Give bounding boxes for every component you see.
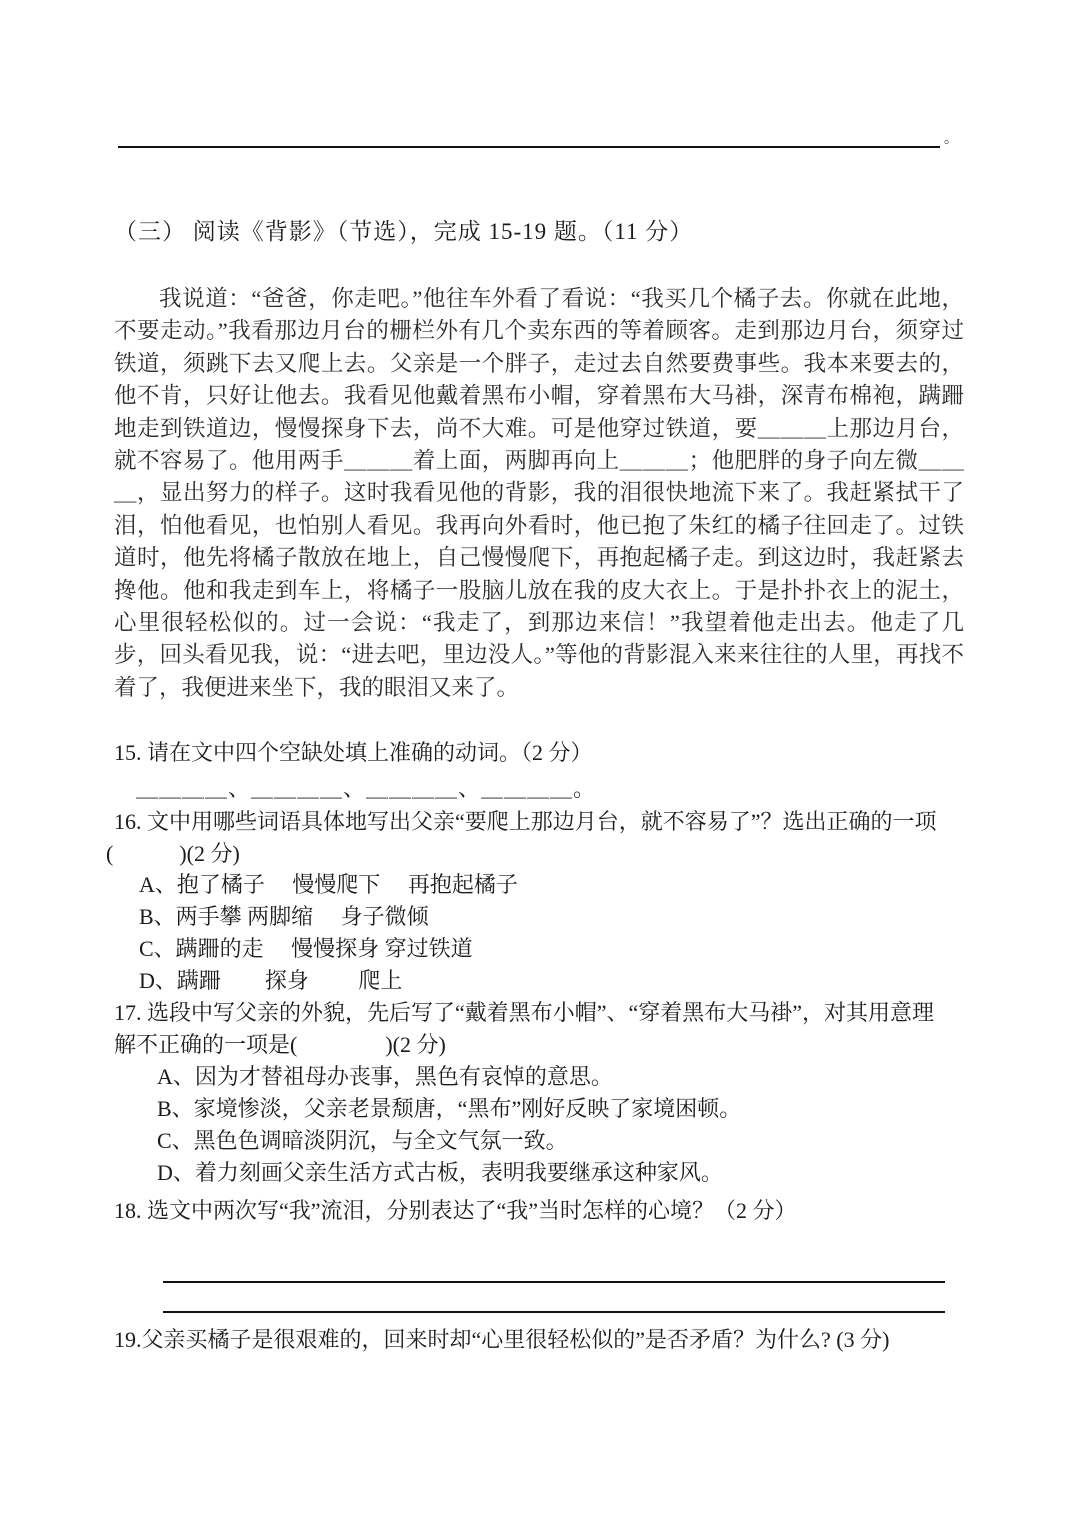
previous-answer-underline [118, 146, 940, 148]
reading-passage: 我说道：“爸爸，你走吧。”他往车外看了看说：“我买几个橘子去。你就在此地，不要走动。”我看那边月台的栅栏外有几个卖东西的等着顾客。走到那边月台，须穿过铁道，须跳下去又爬上去。父亲是一个胖子，走过去自然要费事些。我本来要去的，他不肯，只好让他去。我看见他戴着黑布小帽，穿着黑布大马褂，深青布棉袍，蹒跚地走到铁道边，慢慢探身下去，尚不大难。可是他穿过铁道，要＿＿＿上那边月台，就不容易了。他用两手＿＿＿着上面，两脚再向上＿＿＿；他肥胖的身子向左微＿＿＿，显出努力的样子。这时我看见他的背影，我的泪很快地流下来了。我赶紧拭干了泪，怕他看见，也怕别人看见。我再向外看时，他已抱了朱红的橘子往回走了。过铁道时，他先将橘子散放在地上，自己慢慢爬下，再抱起橘子走。到这边时，我赶紧去搀他。他和我走到车上，将橘子一股脑儿放在我的皮大衣上。于是扑扑衣上的泥土，心里很轻松似的。过一会说：“我走了，到那边来信！”我望着他走出去。他走了几步，回头看见我，说：“进去吧，里边没人。”等他的背影混入来来往往的人里，再找不着了，我便进来坐下，我的眼泪又来了。 [114, 286, 964, 700]
question-16-option-b: B、两手攀 两脚缩 身子微倾 [139, 904, 429, 929]
question-15-answer-blanks: ＿＿＿＿、＿＿＿＿、＿＿＿＿、＿＿＿＿。 [136, 776, 597, 801]
question-19: 19.父亲买橘子是很艰难的，回来时却“心里很轻松似的”是否矛盾？为什么? (3 分) [114, 1327, 890, 1352]
question-17-line1: 17. 选段中写父亲的外貌，先后写了“戴着黑布小帽”、“穿着黑布大马褂”，对其用意理 [114, 1000, 935, 1025]
question-16-option-a: A、抱了橘子 慢慢爬下 再抱起橘子 [139, 872, 518, 897]
question-16-options [139, 869, 518, 997]
question-16-option-c: C、蹒跚的走 慢慢探身 穿过铁道 [139, 936, 473, 961]
question-17-option-c: C、黑色色调暗淡阴沉，与全文气氛一致。 [157, 1128, 568, 1153]
question-15: 15. 请在文中四个空缺处填上准确的动词。（2 分） [114, 740, 593, 765]
question-17-options [157, 1061, 741, 1189]
question-16-line1: 16. 文中用哪些词语具体地写出父亲“要爬上那边月台，就不容易了”？选出正确的一项 [114, 809, 937, 834]
question-17-option-d: D、着力刻画父亲生活方式古板，表明我要继承这种家风。 [157, 1160, 723, 1185]
question-17-option-b: B、家境惨淡，父亲老景颓唐，“黑布”刚好反映了家境困顿。 [157, 1096, 742, 1121]
question-18-answer-line-2 [163, 1311, 945, 1313]
question-16-answer-parens: ( )(2 分) [106, 841, 240, 866]
question-18: 18. 选文中两次写“我”流泪，分别表达了“我”当时怎样的心境？（2 分） [114, 1198, 797, 1223]
question-17-line2: 解不正确的一项是( )(2 分) [114, 1032, 446, 1057]
question-18-answer-line-1 [163, 1281, 945, 1283]
section-heading: （三） 阅读《背影》（节选），完成 15-19 题。（11 分） [114, 219, 694, 244]
question-17-option-a: A、因为才替祖母办丧事，黑色有哀悼的意思。 [157, 1064, 613, 1089]
previous-answer-period: 。 [944, 132, 958, 147]
question-16-option-d: D、蹒跚 探身 爬上 [139, 968, 403, 993]
